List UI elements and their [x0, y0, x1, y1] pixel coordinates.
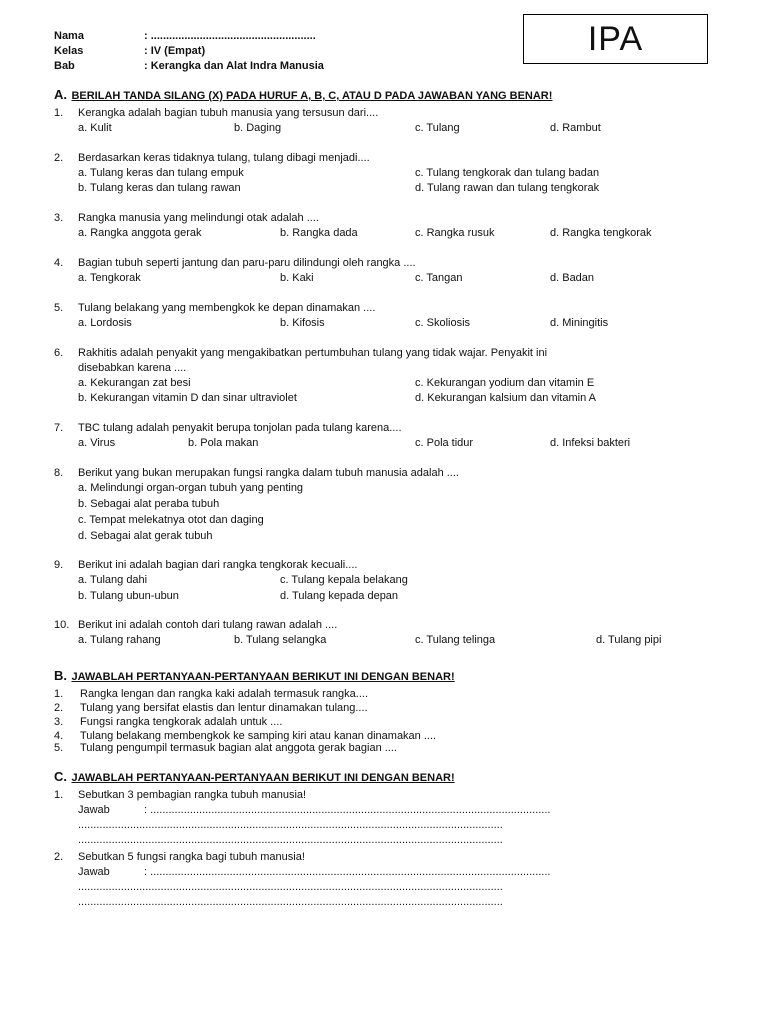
b3-text: Fungsi rangka tengkorak adalah untuk ....	[80, 716, 283, 728]
q4-option-a[interactable]: a. Tengkorak	[78, 272, 141, 284]
c1-text: Sebutkan 3 pembagian rangka tubuh manusia!	[78, 789, 307, 801]
q7-option-c[interactable]: c. Pola tidur	[415, 437, 474, 449]
q1-number: 1.	[54, 107, 64, 119]
q2-text: Berdasarkan keras tidaknya tulang, tulang dibagi menjadi....	[78, 152, 370, 164]
q6-option-c[interactable]: c. Kekurangan yodium dan vitamin E	[415, 377, 595, 389]
b2-number: 2.	[54, 702, 64, 714]
q6-option-a[interactable]: a. Kekurangan zat besi	[78, 377, 191, 389]
section-a-heading	[54, 86, 552, 104]
q10-option-c[interactable]: c. Tulang telinga	[415, 634, 496, 646]
b4-text: Tulang belakang membengkok ke samping kiri atau kanan dinamakan ....	[80, 730, 437, 742]
q8-number: 8.	[54, 467, 64, 479]
q8-option-c[interactable]: c. Tempat melekatnya otot dan daging	[78, 514, 264, 526]
q8-option-d[interactable]: d. Sebagai alat gerak tubuh	[78, 530, 213, 542]
q4-number: 4.	[54, 257, 64, 269]
c2-answer-line-2[interactable]: ...........................................................................................................................................	[78, 881, 503, 893]
b1-text: Rangka lengan dan rangka kaki adalah termasuk rangka....	[80, 688, 369, 700]
section-a-letter: A.	[54, 87, 67, 102]
q2-option-c[interactable]: c. Tulang tengkorak dan tulang badan	[415, 167, 600, 179]
q9-text: Berikut ini adalah bagian dari rangka tengkorak kecuali....	[78, 559, 358, 571]
b5-number: 5.	[54, 742, 64, 754]
q5-text: Tulang belakang yang membengkok ke depan dinamakan ....	[78, 302, 376, 314]
b3-number: 3.	[54, 716, 64, 728]
c1-answer-line-2[interactable]: ...........................................................................................................................................	[78, 819, 503, 831]
c2-number: 2.	[54, 851, 64, 863]
q1-option-b[interactable]: b. Daging	[234, 122, 282, 134]
c2-answer-line-3[interactable]: ...........................................................................................................................................	[78, 896, 503, 908]
q10-option-d[interactable]: d. Tulang pipi	[596, 634, 662, 646]
q10-number: 10.	[54, 619, 70, 631]
q8-option-b[interactable]: b. Sebagai alat peraba tubuh	[78, 498, 220, 510]
q9-number: 9.	[54, 559, 64, 571]
q3-option-c[interactable]: c. Rangka rusuk	[415, 227, 495, 239]
q4-text: Bagian tubuh seperti jantung dan paru-paru dilindungi oleh rangka ....	[78, 257, 416, 269]
q9-option-d[interactable]: d. Tulang kepada depan	[280, 590, 399, 602]
q7-option-d[interactable]: d. Infeksi bakteri	[550, 437, 631, 449]
bab-value: : Kerangka dan Alat Indra Manusia	[144, 60, 324, 72]
q5-number: 5.	[54, 302, 64, 314]
q10-option-a[interactable]: a. Tulang rahang	[78, 634, 161, 646]
q2-number: 2.	[54, 152, 64, 164]
q2-option-b[interactable]: b. Tulang keras dan tulang rawan	[78, 182, 241, 194]
q1-option-c[interactable]: c. Tulang	[415, 122, 460, 134]
c1-answer-line-3[interactable]: ...........................................................................................................................................	[78, 834, 503, 846]
q8-option-a[interactable]: a. Melindungi organ-organ tubuh yang penting	[78, 482, 304, 494]
section-c-letter: C.	[54, 769, 67, 784]
subject-box	[523, 14, 708, 64]
q1-option-d[interactable]: d. Rambut	[550, 122, 601, 134]
section-b-letter: B.	[54, 668, 67, 683]
b2-text: Tulang yang bersifat elastis dan lentur dinamakan tulang....	[80, 702, 368, 714]
q9-option-a[interactable]: a. Tulang dahi	[78, 574, 148, 586]
q8-text: Berikut yang bukan merupakan fungsi rangka dalam tubuh manusia adalah ....	[78, 467, 459, 479]
section-a-title: BERILAH TANDA SILANG (X) PADA HURUF A, B, C, ATAU D PADA JAWABAN YANG BENAR!	[71, 90, 553, 102]
section-b-title: JAWABLAH PERTANYAAN-PERTANYAAN BERIKUT INI DENGAN BENAR!	[71, 671, 455, 683]
q9-option-c[interactable]: c. Tulang kepala belakang	[280, 574, 408, 586]
q3-option-a[interactable]: a. Rangka anggota gerak	[78, 227, 202, 239]
c2-text: Sebutkan 5 fungsi rangka bagi tubuh manusia!	[78, 851, 305, 863]
q5-option-c[interactable]: c. Skoliosis	[415, 317, 471, 329]
b5-text: Tulang pengumpil termasuk bagian alat anggota gerak bagian ....	[80, 742, 397, 754]
section-c-heading	[54, 768, 455, 786]
q10-text: Berikut ini adalah contoh dari tulang rawan adalah ....	[78, 619, 338, 631]
q7-option-a[interactable]: a. Virus	[78, 437, 116, 449]
subject-title: IPA	[587, 19, 644, 58]
q9-option-b[interactable]: b. Tulang ubun-ubun	[78, 590, 179, 602]
b1-number: 1.	[54, 688, 64, 700]
q4-option-c[interactable]: c. Tangan	[415, 272, 463, 284]
q7-text: TBC tulang adalah penyakit berupa tonjolan pada tulang karena....	[78, 422, 402, 434]
c1-jawab-label: Jawab	[78, 804, 110, 816]
kelas-value: : IV (Empat)	[144, 45, 206, 57]
q7-number: 7.	[54, 422, 64, 434]
q1-text: Kerangka adalah bagian tubuh manusia yang tersusun dari....	[78, 107, 379, 119]
q3-number: 3.	[54, 212, 64, 224]
q2-option-d[interactable]: d. Tulang rawan dan tulang tengkorak	[415, 182, 600, 194]
q7-option-b[interactable]: b. Pola makan	[188, 437, 259, 449]
q6-option-b[interactable]: b. Kekurangan vitamin D dan sinar ultraviolet	[78, 392, 297, 404]
q6-text: Rakhitis adalah penyakit yang mengakibatkan pertumbuhan tulang yang tidak wajar. Penyakit ini	[78, 347, 548, 359]
q5-option-d[interactable]: d. Miningitis	[550, 317, 609, 329]
c1-answer-line-1[interactable]: : ...................................................................................................................................	[144, 804, 551, 816]
bab-label: Bab	[54, 60, 75, 72]
nama-label: Nama	[54, 30, 84, 42]
q10-option-b[interactable]: b. Tulang selangka	[234, 634, 327, 646]
q3-option-b[interactable]: b. Rangka dada	[280, 227, 358, 239]
q5-option-b[interactable]: b. Kifosis	[280, 317, 325, 329]
q6-text-continued: disebabkan karena ....	[78, 362, 187, 374]
q6-number: 6.	[54, 347, 64, 359]
b4-number: 4.	[54, 730, 64, 742]
c2-jawab-label: Jawab	[78, 866, 110, 878]
c1-number: 1.	[54, 789, 64, 801]
q5-option-a[interactable]: a. Lordosis	[78, 317, 132, 329]
q3-option-d[interactable]: d. Rangka tengkorak	[550, 227, 652, 239]
section-c-title: JAWABLAH PERTANYAAN-PERTANYAAN BERIKUT INI DENGAN BENAR!	[71, 772, 455, 784]
q6-option-d[interactable]: d. Kekurangan kalsium dan vitamin A	[415, 392, 596, 404]
q3-text: Rangka manusia yang melindungi otak adalah ....	[78, 212, 319, 224]
c2-answer-line-1[interactable]: : ...................................................................................................................................	[144, 866, 551, 878]
q4-option-d[interactable]: d. Badan	[550, 272, 595, 284]
kelas-label: Kelas	[54, 45, 84, 57]
section-b-heading	[54, 667, 455, 685]
q4-option-b[interactable]: b. Kaki	[280, 272, 314, 284]
nama-field[interactable]: : ......................................................	[144, 30, 316, 42]
q1-option-a[interactable]: a. Kulit	[78, 122, 112, 134]
q2-option-a[interactable]: a. Tulang keras dan tulang empuk	[78, 167, 244, 179]
